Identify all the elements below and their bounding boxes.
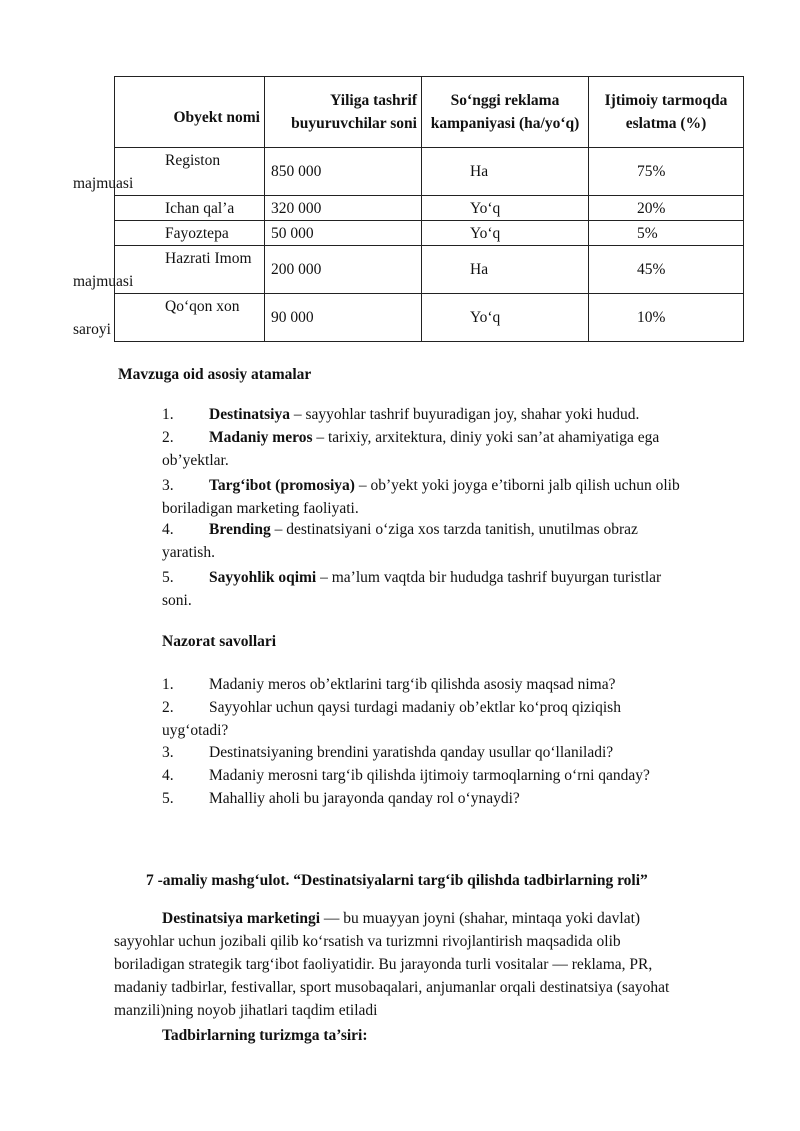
cell-object-name: Qo‘qon xon saroyi	[115, 294, 265, 342]
cell-mention: 45%	[589, 246, 744, 294]
list-item: 3. Targ‘ibot (promosiya) – ob’yekt yoki joyga e’tiborni jalb qilish uchun olib boriladigan marketing faoliyati.	[162, 477, 680, 517]
list-item: 4. Brending – destinatsiyani o‘ziga xos tarzda tanitish, unutilmas obraz yaratish.	[162, 521, 638, 561]
list-item: 4. Madaniy merosni targ‘ib qilishda ijtimoiy tarmoqlarning o‘rni qanday?	[162, 767, 650, 784]
cell-campaign: Yo‘q	[422, 196, 589, 221]
list-item: 1. Destinatsiya – sayyohlar tashrif buyuradigan joy, shahar yoki hudud.	[162, 406, 640, 423]
cell-campaign: Yo‘q	[422, 221, 589, 246]
list-item: 5. Mahalliy aholi bu jarayonda qanday rol o‘ynaydi?	[162, 790, 520, 807]
list-item: 5. Sayyohlik oqimi – ma’lum vaqtda bir hududga tashrif buyurgan turistlar soni.	[162, 569, 662, 609]
table-header-row	[115, 77, 744, 148]
header-visitors: Yiliga tashrif buyuruvchilar soni	[265, 77, 422, 148]
cell-visitors: 90 000	[265, 294, 422, 342]
cell-visitors: 200 000	[265, 246, 422, 294]
cell-campaign: Yo‘q	[422, 294, 589, 342]
list-item: 2. Madaniy meros – tarixiy, arxitektura, diniy yoki san’at ahamiyatiga ega ob’yektlar.	[162, 429, 660, 469]
cell-mention: 10%	[589, 294, 744, 342]
header-social-mentions: Ijtimoiy tarmoqda eslatma (%)	[589, 77, 744, 148]
list-item: 2. Sayyohlar uchun qaysi turdagi madaniy ob’ektlar ko‘proq qiziqish uyg‘otadi?	[162, 699, 621, 739]
header-object-name: Obyekt nomi	[115, 77, 265, 148]
cell-object-name: Ichan qal’a	[115, 196, 265, 221]
table-row	[115, 196, 744, 221]
cell-visitors: 50 000	[265, 221, 422, 246]
cell-campaign: Ha	[422, 148, 589, 196]
table-row	[115, 221, 744, 246]
cell-object-name: Fayoztepa	[115, 221, 265, 246]
table-row	[115, 148, 744, 196]
section-subheading: Tadbirlarning turizmga ta’siri:	[162, 1027, 368, 1044]
cell-campaign: Ha	[422, 246, 589, 294]
cell-visitors: 850 000	[265, 148, 422, 196]
cell-object-name: Hazrati Imom majmuasi	[115, 246, 265, 294]
header-campaign: So‘nggi reklama kampaniyasi (ha/yo‘q)	[422, 77, 589, 148]
table-row	[115, 246, 744, 294]
section-paragraph: Destinatsiya marketingi — bu muayyan joyni (shahar, mintaqa yoki davlat) sayyohlar uchun jozibali qilib ko‘rsatish va turizmni rivojlantirish maqsadida olib boriladigan strategik targ‘ibot faoliyatidir. Bu jarayonda turli vositalar — reklama, PR, madaniy tadbirlar, festivallar, sport musobaqalari, anjumanlar orqali destinatsiya (sayohat manzili)ning noyob jihatlari taqdim etiladi	[114, 910, 670, 1019]
section-title: 7 -amaliy mashg‘ulot. “Destinatsiyalarni targ‘ib qilishda tadbirlarning roli”	[146, 872, 648, 889]
cell-mention: 5%	[589, 221, 744, 246]
cell-mention: 20%	[589, 196, 744, 221]
cell-visitors: 320 000	[265, 196, 422, 221]
table-row	[115, 294, 744, 342]
terms-heading: Mavzuga oid asosiy atamalar	[118, 366, 312, 383]
list-item: 3. Destinatsiyaning brendini yaratishda qanday usullar qo‘llaniladi?	[162, 744, 614, 761]
cell-mention: 75%	[589, 148, 744, 196]
objects-table	[73, 76, 744, 342]
cell-object-name: Registon majmuasi	[115, 148, 265, 196]
list-item: 1. Madaniy meros ob’ektlarini targ‘ib qilishda asosiy maqsad nima?	[162, 676, 616, 693]
questions-heading: Nazorat savollari	[162, 633, 277, 650]
